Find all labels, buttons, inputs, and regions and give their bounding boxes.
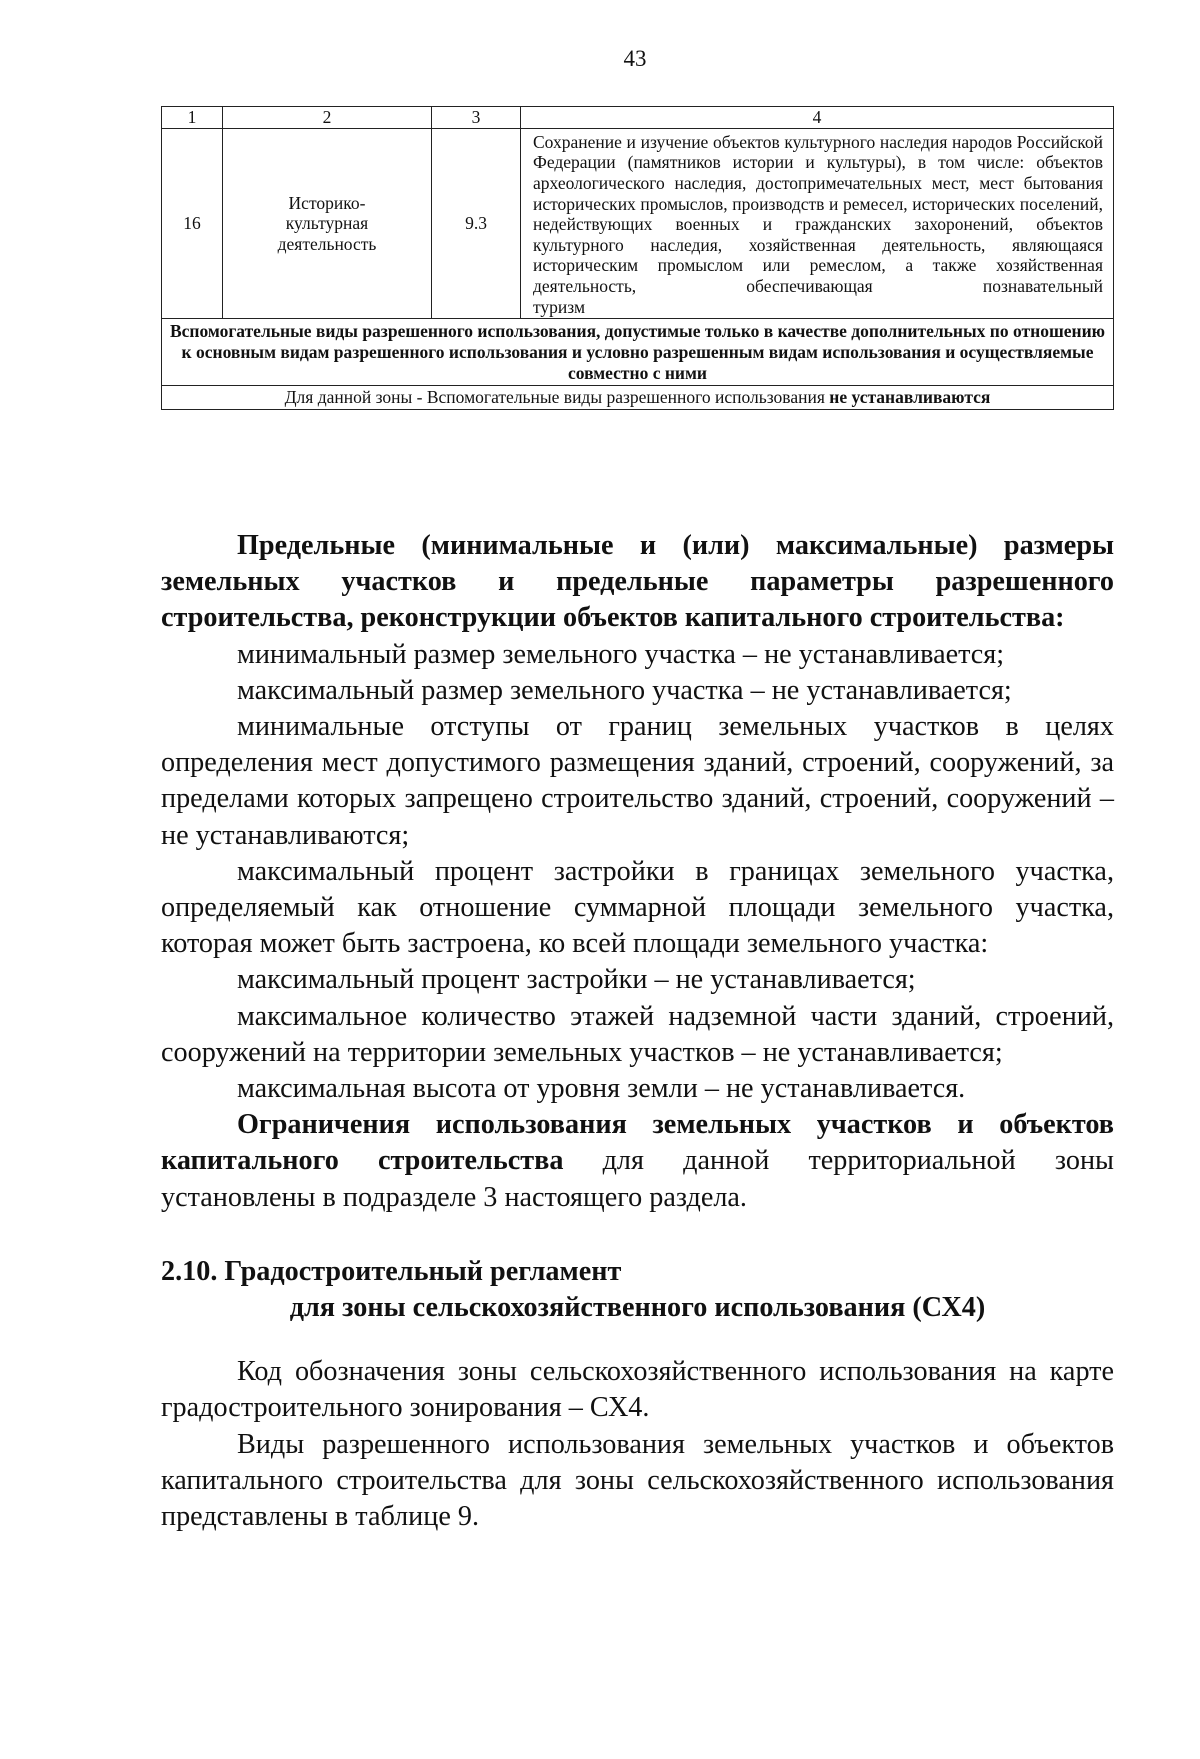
page-number: 43: [623, 46, 647, 71]
use-description: [521, 128, 1114, 319]
zone-note-prefix: Для данной зоны - Вспомогательные виды разрешенного использования: [284, 387, 825, 408]
params-heading: Предельные (минимальные и (или) максимальные) размеры земельных участков и предельные параметры разрешенного строительства, реконструкции объектов капитального строительства:: [161, 530, 1114, 634]
section-title-line-2: для зоны сельскохозяйственного использования (СХ4): [289, 1292, 986, 1324]
restrictions-bold: Ограничения использования земельных участков и объектов капитального строительства: [161, 1109, 1114, 1177]
use-name-line: культурная: [285, 213, 369, 234]
header-col-1: 1: [162, 107, 223, 129]
restrictions-paragraph: [161, 1107, 1114, 1216]
use-code: 9.3: [432, 128, 521, 319]
aux-heading-row: [162, 319, 1114, 386]
zone-note: [162, 386, 1114, 410]
table-header-row: [162, 107, 1114, 129]
regulation-text: [161, 528, 1114, 1535]
param-item: максимальный процент застройки в границах земельного участка, определяемый как отношение суммарной площади земельного участка, которая может быть застроена, ко всей площади земельного участка:: [161, 855, 1114, 960]
use-types-paragraph: Виды разрешенного использования земельных участков и объектов капитального строительства для зоны сельскохозяйственного использования представлены в таблице 9.: [161, 1428, 1114, 1533]
param-item: максимальная высота от уровня земли – не устанавливается.: [237, 1073, 966, 1105]
param-item: минимальный размер земельного участка – не устанавливается;: [237, 638, 1005, 670]
param-item: максимальный размер земельного участка – не устанавливается;: [237, 674, 1012, 706]
param-item: максимальный процент застройки – не устанавливается;: [237, 964, 916, 996]
use-name: [223, 128, 432, 319]
use-name-line: деятельность: [277, 233, 377, 254]
zone-note-row: [162, 386, 1114, 410]
use-description-text: Сохранение и изучение объектов культурного наследия народов Российской Федерации (памятников истории и культуры), в том числе: объектов археологического наследия, достопримечательных мест, мест бытования исторических промыслов, производств и ремесел, исторических поселений, недействующих военных и гражданских захоронений, объектов культурного наследия, хозяйственная деятельность, являющаяся историческим промыслом или ремеслом, а также хозяйственная деятельность, обеспечивающая познавательный: [533, 131, 1103, 297]
use-name-line: Историко-: [288, 192, 366, 213]
use-description-last: туризм: [533, 296, 586, 317]
aux-uses-heading: Вспомогательные виды разрешенного использования, допустимые только в качестве дополнительных по отношению к основным видам разрешенного использования и условно разрешенным видам использования и осуществляемые совместно с ними: [162, 319, 1114, 386]
header-col-4: 4: [521, 107, 1114, 129]
param-item: минимальные отступы от границ земельных участков в целях определения мест допустимого размещения зданий, строений, сооружений, за пределами которых запрещено строительство зданий, строений, сооружений – не устанавливаются;: [161, 711, 1114, 851]
restrictions-rest: для данной территориальной зоны установлены в подразделе 3 настоящего раздела.: [161, 1145, 1114, 1213]
zone-code-paragraph: Код обозначения зоны сельскохозяйственного использования на карте градостроительного зонирования – СХ4.: [161, 1356, 1114, 1424]
row-number: 16: [162, 128, 223, 319]
land-use-table: [161, 106, 1114, 410]
header-col-3: 3: [432, 107, 521, 129]
zone-note-bold: не устанавливаются: [829, 387, 991, 408]
header-col-2: 2: [223, 107, 432, 129]
table-row: [162, 128, 1114, 319]
section-title-line-1: 2.10. Градостроительный регламент: [161, 1255, 622, 1287]
param-item: максимальное количество этажей надземной части зданий, строений, сооружений на территории земельных участков – не устанавливается;: [161, 1000, 1114, 1068]
